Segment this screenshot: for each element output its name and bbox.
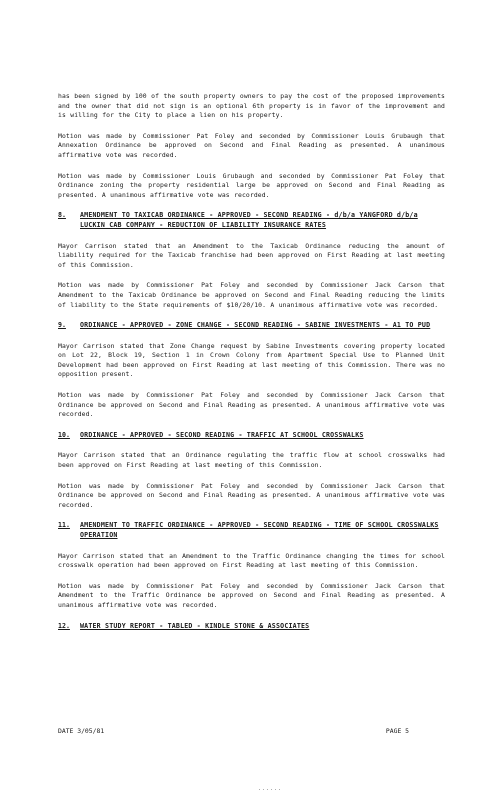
section-number: 11. xyxy=(58,521,70,530)
section-9-paragraph-1: Mayor Carrison stated that Zone Change request by Sabine Investments covering property located on Lot 22, Block 19, Section 1 in Crown Colony from Apartment Special Use to Planned Unit Development had been approved on First Reading at last meeting of this Commission. There was no opposition present. xyxy=(58,341,445,379)
section-9-heading xyxy=(58,321,445,331)
section-9-paragraph-2: Motion was made by Commissioner Pat Foley and seconded by Commissioner Jack Carson that Ordinance be approved on Second and Final Reading as presented. A unanimous affirmative vote was recorded. xyxy=(58,391,445,419)
intro-paragraph-3: Motion was made by Commissioner Louis Grubaugh and seconded by Commissioner Pat Foley that Ordinance zoning the property residential large be approved on Second and Final Reading as presented. A unanimous affirmative vote was recorded. xyxy=(58,171,445,199)
section-title: WATER STUDY REPORT - TABLED - KINDLE STONE & ASSOCIATES xyxy=(80,621,310,630)
bottom-mark: ...... xyxy=(258,786,283,792)
section-10-paragraph-2: Motion was made by Commissioner Pat Foley and seconded by Commissioner Jack Carson that Ordinance be approved on Second and Final Reading as presented. A unanimous affirmative vote was recorded. xyxy=(58,481,445,509)
section-11-paragraph-2: Motion was made by Commissioner Pat Foley and seconded by Commissioner Jack Carson that Amendment to the Traffic Ordinance be approved on Second and Final Reading as presented. A unanimous affirmative vote was recorded. xyxy=(58,581,445,609)
section-8-paragraph-1: Mayor Carrison stated that an Amendment to the Taxicab Ordinance reducing the amount of liability required for the Taxicab franchise had been approved on First Reading at last meeting of this Commission. xyxy=(58,241,445,269)
footer-page-number: PAGE 5 xyxy=(385,727,409,735)
section-title: AMENDMENT TO TRAFFIC ORDINANCE - APPROVED - SECOND READING - TIME OF SCHOOL CROSSWALKS OPERATION xyxy=(80,521,439,539)
footer-date: DATE 3/05/81 xyxy=(58,727,105,735)
section-8-heading xyxy=(58,211,445,230)
section-number: 10. xyxy=(58,430,70,439)
section-8-paragraph-2: Motion was made by Commissioner Pat Foley and seconded by Commissioner Jack Carson that Amendment to the Taxicab Ordinance be approved on Second and Final Reading reducing the limits of liability to the State requirements of $10/20/10. A unanimous affirmative vote was recorded. xyxy=(58,281,445,309)
section-11-paragraph-1: Mayor Carrison stated that an Amendment to the Traffic Ordinance changing the times for school crosswalk operation had been approved on First Reading at last meeting of this Commission. xyxy=(58,551,445,570)
section-11-heading xyxy=(58,521,445,540)
page-footer xyxy=(58,727,445,735)
section-number: 8. xyxy=(58,211,66,220)
section-title: ORDINANCE - APPROVED - ZONE CHANGE - SECOND READING - SABINE INVESTMENTS - A1 TO PUD xyxy=(80,321,431,330)
section-number: 12. xyxy=(58,621,70,630)
intro-paragraph-1: has been signed by 100 of the south property owners to pay the cost of the proposed improvements and the owner that did not sign is an optional 6th property is in favor of the improvement and is willing for the City to place a lien on his property. xyxy=(58,92,445,120)
section-12-heading xyxy=(58,622,445,632)
section-10-heading xyxy=(58,431,445,441)
section-title: ORDINANCE - APPROVED - SECOND READING - TRAFFIC AT SCHOOL CROSSWALKS xyxy=(80,430,364,439)
section-title: AMENDMENT TO TAXICAB ORDINANCE - APPROVED - SECOND READING - d/b/a YANGFORD d/b/a LUCKIN CAB COMPANY - REDUCTION OF LIABILITY INSURANCE RATES xyxy=(80,211,418,229)
intro-paragraph-2: Motion was made by Commissioner Pat Foley and seconded by Commissioner Louis Grubaugh that Annexation Ordinance be approved on Second and Final Reading as presented. A unanimous affirmative vote was recorded. xyxy=(58,131,445,159)
section-number: 9. xyxy=(58,321,66,330)
section-10-paragraph-1: Mayor Carrison stated that an Ordinance regulating the traffic flow at school crosswalks had been approved on First Reading at last meeting of this Commission. xyxy=(58,451,445,470)
